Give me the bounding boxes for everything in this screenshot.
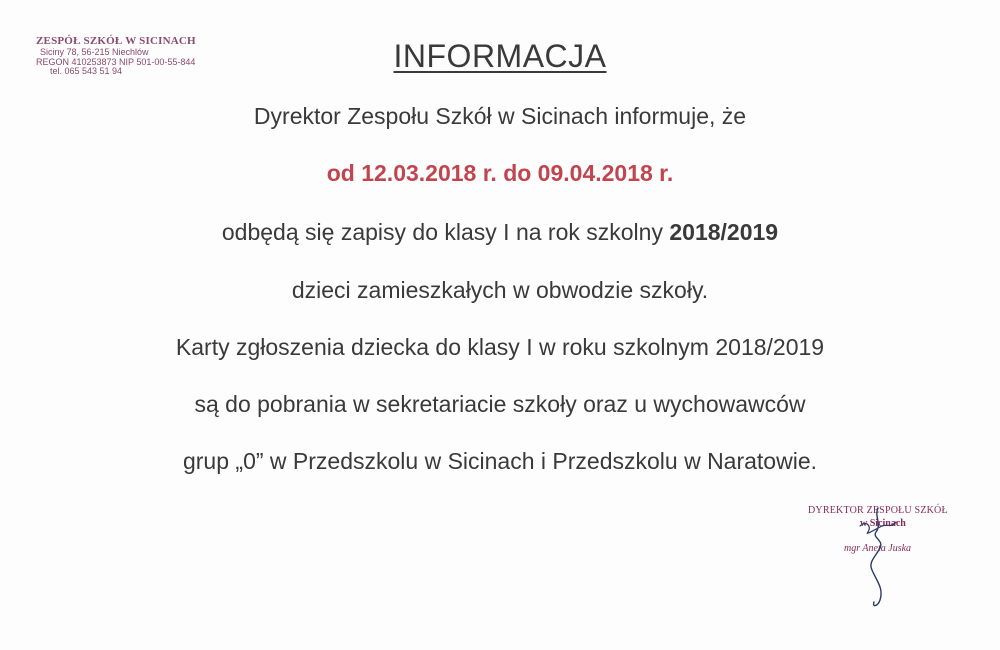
document-title	[0, 35, 1000, 75]
signature-place: w Sicinach	[860, 518, 906, 529]
stamp-title: ZESPÓŁ SZKÓŁ W SICINACH	[36, 35, 196, 47]
line-director: Dyrektor Zespołu Szkół w Sicinach informuje, że	[253, 103, 747, 129]
line-dates: od 12.03.2018 r. do 09.04.2018 r.	[326, 160, 674, 186]
signature-name: mgr Aneta Juska	[844, 543, 912, 554]
stamp-address: Siciny 78, 56-215 Niechlów	[40, 46, 149, 57]
stamp-regon: REGON 410253873 NIP 501-00-55-844	[36, 56, 196, 67]
line-download: są do pobrania w sekretariacie szkoły oraz u wychowawców	[194, 391, 806, 417]
handwritten-signature	[838, 496, 918, 616]
signature-role: DYREKTOR ZESPOŁU SZKÓŁ	[808, 505, 948, 516]
line-groups: grup „0” w Przedszkolu w Sicinach i Przedszkolu w Naratowie.	[182, 448, 818, 474]
line-forms: Karty zgłoszenia dziecka do klasy I w roku szkolnym 2018/2019	[175, 334, 825, 360]
line-enrollment	[0, 219, 1000, 246]
line-residents: dzieci zamieszkałych w obwodzie szkoły.	[291, 277, 709, 303]
stamp-phone: tel. 065 543 51 94	[50, 66, 123, 77]
line-enrollment-text: odbędą się zapisy do klasy I na rok szkolny	[221, 219, 670, 245]
document-title-text: INFORMACJA	[393, 38, 607, 74]
school-year: 2018/2019	[669, 219, 779, 245]
